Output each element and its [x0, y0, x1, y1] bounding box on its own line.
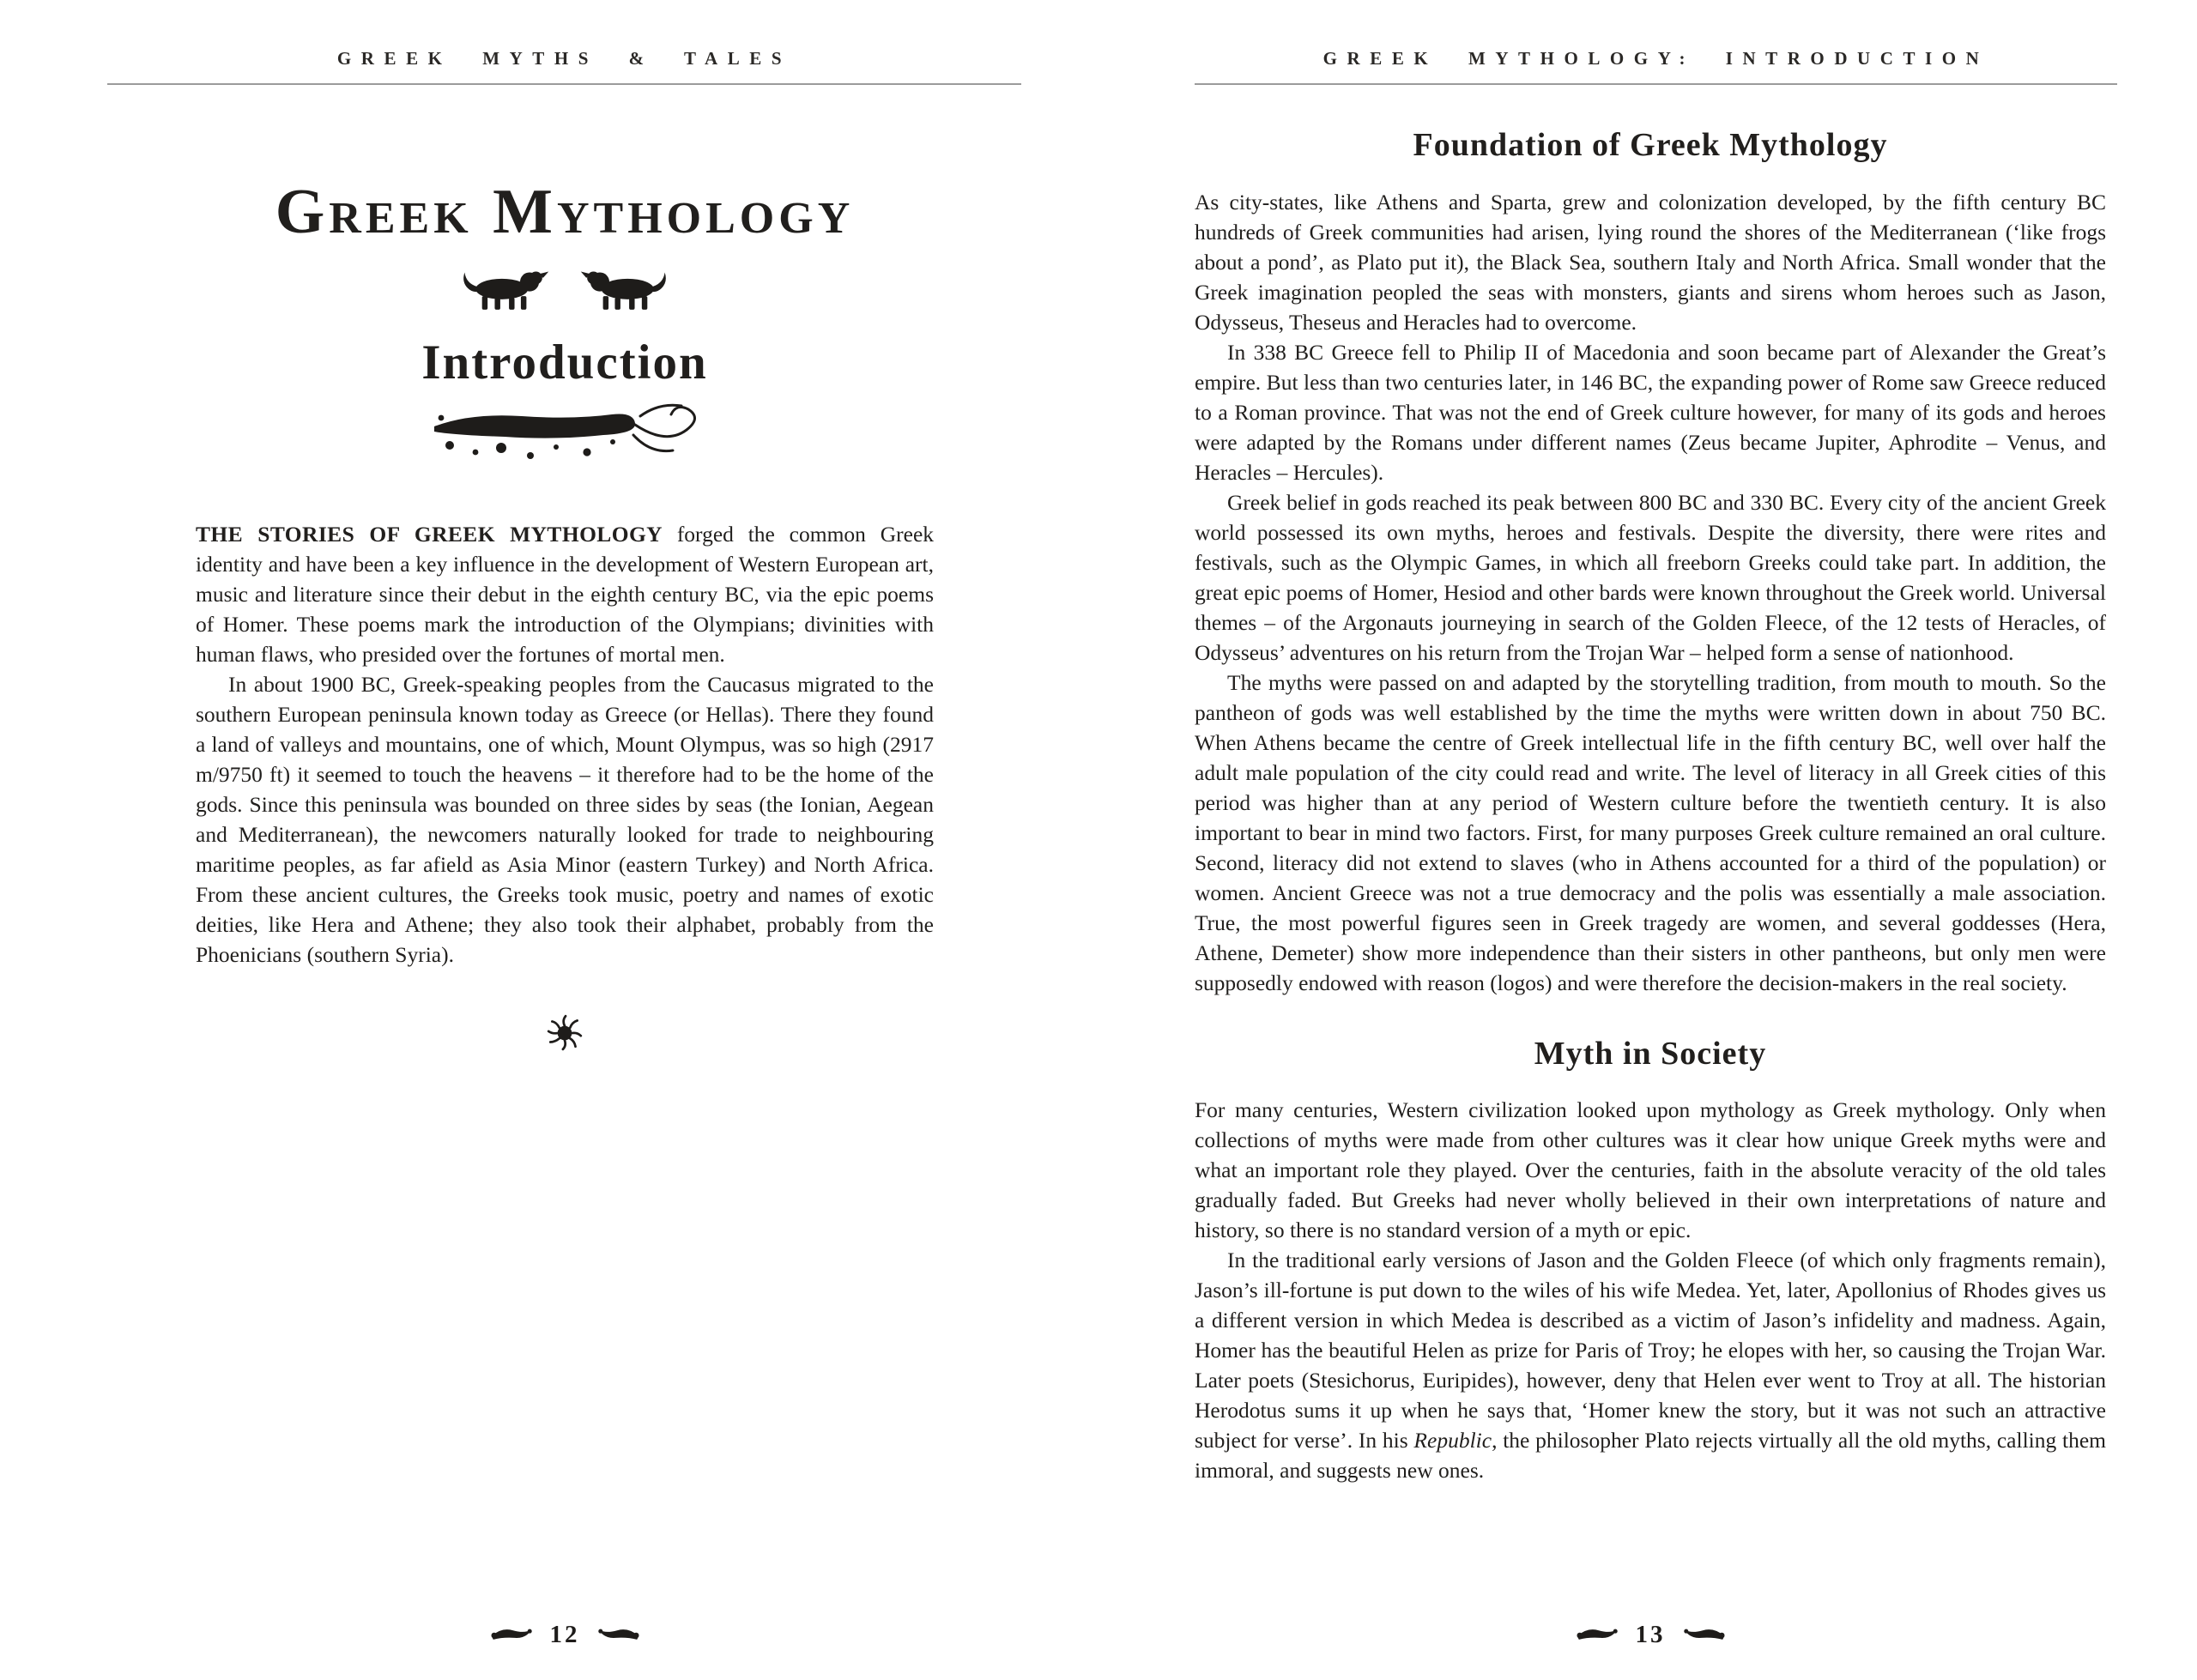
left-page-content — [196, 0, 934, 1052]
paragraph — [196, 519, 934, 669]
twin-lions-ornament — [436, 263, 693, 312]
paragraph-text: , the philosopher Plato rejects virtually all the old myths, calling them immoral, and suggests new ones. — [1195, 1428, 2106, 1484]
paragraph — [1195, 1245, 2106, 1485]
folio-number: 12 — [549, 1621, 580, 1648]
section-title: Introduction — [421, 335, 708, 390]
right-page-content — [1195, 0, 2106, 1485]
book-title-italic: Republic — [1413, 1428, 1492, 1453]
lion-right-icon — [568, 263, 671, 312]
paragraph-text: In the traditional early versions of Jason and the Golden Fleece (of which only fragments remain), Jason’s ill-fortune is put down to the wiles of his wife Medea. Yet, later, Apollonius of Rhodes gives us a different version in which Medea is described as a victim of Jason’s infidelity and madness. Again, Homer has the beautiful Helen as prize for Paris of Troy; he elopes with her, so causing the Trojan War. Later poets (Stesichorus, Euripides), however, deny that Helen ever went to Troy at all. The historian Herodotus sums it up when he says that, ‘Homer knew the story, but it was not such an attractive subject for verse’. In his — [1195, 1248, 2106, 1453]
lion-left-icon — [458, 263, 561, 312]
paragraph: As city-states, like Athens and Sparta, grew and colonization developed, by the fifth century BC hundreds of Greek communities had arisen, lying round the shores of the Mediterranean (‘like frogs about a pond’, as Plato put it), the Black Sea, southern Italy and North Africa. Small wonder that the Greek imagination peopled the seas with monsters, giants and sirens whom heroes such as Jason, Odysseus, Theseus and Heracles had to overcome. — [1195, 189, 2106, 335]
paragraph-text: forged the common Greek identity and have been a key influence in the development of Western European art, music and literature since their debut in the eighth century BC, via the epic poems of Homer. These poems mark the introduction of the Olympians; divinities with human flaws, who presided over the fortunes of mortal men. — [196, 522, 935, 667]
page-number-right — [1195, 1621, 2106, 1649]
paragraph-lead-in: THE STORIES OF GREEK MYTHOLOGY — [196, 522, 663, 547]
medusa-head-ornament — [545, 1012, 584, 1052]
paragraph: The myths were passed on and adapted by the storytelling tradition, from mouth to mouth. So the pantheon of gods was well established by the time the myths were written down in about 750 BC. When Athens became the centre of Greek intellectual life in the fifth century BC, well over half the adult male population of the city could read and write. The level of literacy in all Greek cities of this period was higher than at any period of Western culture before the twentieth century. It is also important to bear in mind two factors. First, for many purposes Greek culture remained an oral culture. Second, literacy did not extend to slaves (who in Athens accounted for a third of the population) or women. Ancient Greece was not a true democracy and the polis was essentially a male association. True, the most powerful figures seen in Greek tragedy are women, and several goddesses (Hera, Athene, Demeter) show more independence than their sisters in other pantheons, but only men were supposedly endowed with reason (logos) and were therefore the decision-makers in the real society. — [1195, 669, 2106, 995]
leaf-ornament-icon — [1574, 1625, 1620, 1646]
page-right — [1098, 0, 2197, 1680]
leaf-ornament-icon — [596, 1625, 642, 1646]
paragraph: In about 1900 BC, Greek-speaking peoples from the Caucasus migrated to the southern European peninsula known today as Greece (or Hellas). There they found a land of valleys and mountains, one of which, Mount Olympus, was so high (2917 m/9750 ft) it seemed to touch the heavens – it therefore had to be the home of the gods. Since this peninsula was bounded on three sides by seas (the Ionian, Aegean and Mediterranean), the newcomers naturally looked for trade to neighbouring maritime peoples, as far afield as Asia Minor (eastern Turkey) and North Africa. From these ancient cultures, the Greeks took music, poetry and names of exotic deities, like Hera and Athene; they also took their alphabet, probably from the Phoenicians (southern Syria). — [196, 672, 934, 967]
paragraph: In 338 BC Greece fell to Philip II of Macedonia and soon became part of Alexander the Great’s empire. But less than two centuries later, in 146 BC, the expanding power of Rome saw Greece reduced to a Roman province. That was not the end of Greek culture however, for many of its gods and heroes were adapted by the Romans under different names (Zeus became Jupiter, Aphrodite – Venus, and Heracles – Hercules). — [1195, 339, 2106, 485]
folio-number: 13 — [1635, 1621, 1666, 1648]
leaf-ornament-icon — [1681, 1625, 1728, 1646]
paragraph: Greek belief in gods reached its peak between 800 BC and 330 BC. Every city of the ancient Greek world possessed its own myths, heroes and festivals. Despite the diversity, there were rites and festivals, such as the Olympic Games, in which all freeborn Greeks could take part. In addition, the great epic poems of Homer, Hesiod and other bards were known throughout the Greek world. Universal themes – of the Argonauts journeying in search of the Golden Fleece, of the 12 tests of Heracles, of Odysseus’ adventures on his return from the Trojan War – helped form a sense of nationhood. — [1195, 489, 2106, 665]
ink-flourish-ornament — [419, 401, 711, 474]
section-heading: Foundation of Greek Mythology — [1413, 127, 1888, 163]
page-left — [0, 0, 1098, 1680]
running-head-right: GREEK MYTHOLOGY: INTRODUCTION — [1322, 48, 1989, 69]
paragraph: For many centuries, Western civilization looked upon mythology as Greek mythology. Only when collections of myths were made from other cultures was it clear how unique Greek myths were and what an important role they played. Over the centuries, faith in the absolute veracity of the old tales gradually faded. But Greeks had never wholly believed in their own interpretations of nature and history, so there is no standard version of a myth or epic. — [1195, 1097, 2106, 1243]
page-number-left — [196, 1621, 934, 1649]
section-heading: Myth in Society — [1534, 1035, 1767, 1072]
leaf-ornament-icon — [488, 1625, 535, 1646]
medusa-icon — [545, 1012, 584, 1052]
chapter-title: Greek Mythology — [275, 177, 855, 247]
flourish-icon — [419, 401, 711, 474]
running-head-left: GREEK MYTHS & TALES — [336, 48, 792, 69]
